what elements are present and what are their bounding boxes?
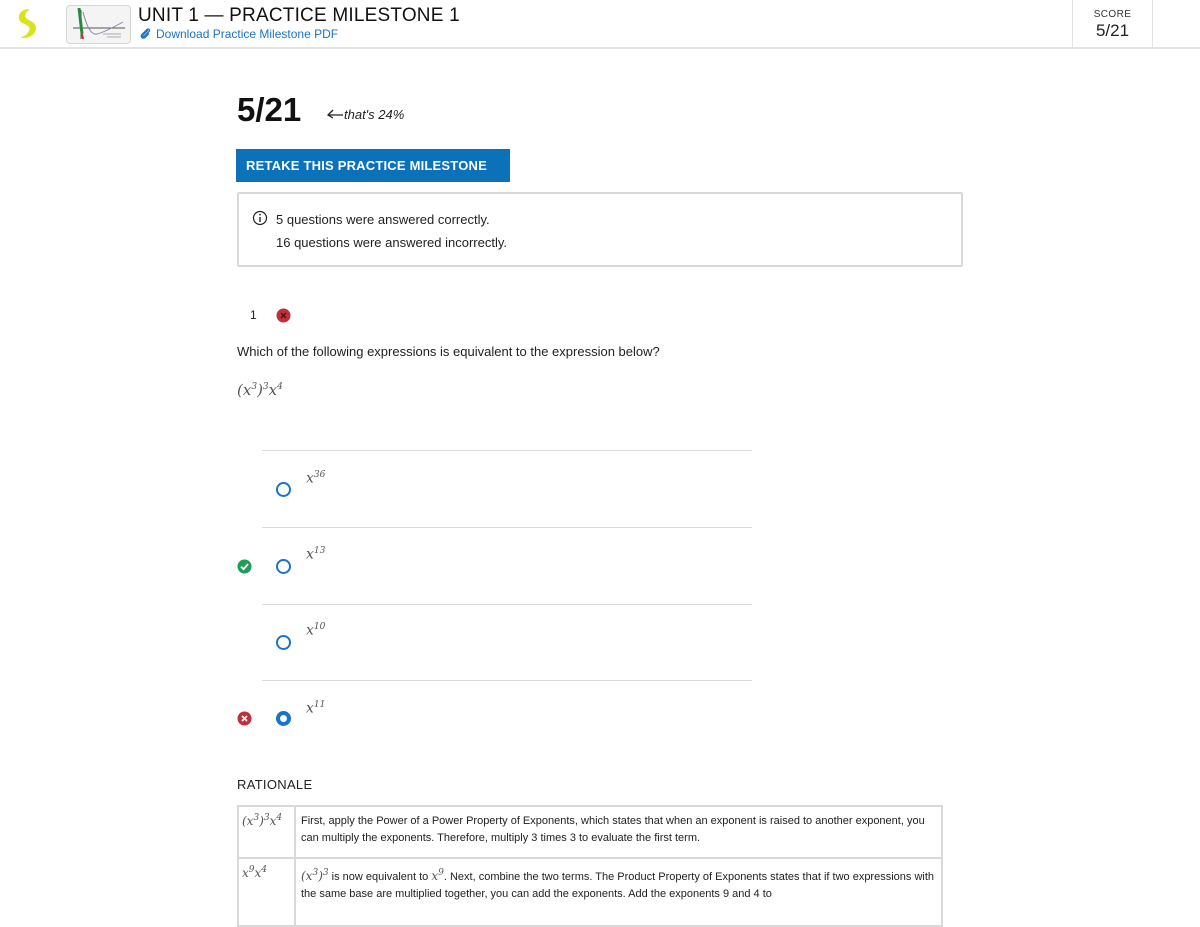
option-radio-4-selected[interactable] [276, 711, 291, 726]
correct-count-text: 5 questions were answered correctly. [276, 212, 490, 227]
big-score: 5/21 [237, 91, 302, 128]
question-text: Which of the following expressions is equivalent to the expression below? [237, 344, 660, 359]
answer-summary-box [237, 192, 963, 267]
percent-note [326, 107, 404, 122]
rationale-row [238, 858, 942, 926]
paperclip-icon [139, 27, 152, 40]
rationale-step-text: $(x^3)^3$ is now equivalent to $x^9$. Next, combine the two terms. The Product Property of Exponents states that if two expressions with the same base are multiplied together, you can add the exponents. Add the exponents 9 and 4 to [295, 858, 942, 926]
option-text-1[interactable]: $x^{36}$ [306, 470, 326, 487]
score-box [1072, 0, 1153, 47]
download-pdf-link[interactable] [139, 27, 338, 41]
score-value: 5/21 [1095, 21, 1130, 40]
retake-button[interactable]: RETAKE THIS PRACTICE MILESTONE [236, 149, 510, 182]
option-radio-2[interactable] [276, 559, 291, 574]
arrow-left-icon [326, 109, 344, 119]
option-radio-3[interactable] [276, 635, 291, 650]
option-text-4[interactable]: $x^{11}$ [306, 700, 326, 717]
option-radio-1[interactable] [276, 482, 291, 497]
rationale-row [238, 806, 942, 858]
option-text-3[interactable]: $x^{10}$ [306, 622, 326, 639]
score-label: SCORE [1093, 9, 1132, 20]
rationale-table [237, 805, 943, 927]
info-icon [252, 210, 268, 226]
wrong-answer-icon [237, 711, 252, 726]
milestone-title: UNIT 1 — PRACTICE MILESTONE 1 [138, 5, 460, 26]
rationale-step-expression: $x^9x^4$ [238, 858, 295, 926]
rationale-step-expression: $(x^3)^3x^4$ [238, 806, 295, 858]
sophia-logo-icon[interactable] [14, 7, 40, 41]
incorrect-count-text: 16 questions were answered incorrectly. [276, 235, 507, 250]
option-divider [262, 450, 752, 451]
option-text-2[interactable]: $x^{13}$ [306, 546, 326, 563]
option-divider [262, 604, 752, 605]
percent-note-text: that's 24% [344, 107, 405, 122]
milestone-thumbnail [66, 5, 131, 44]
option-divider [262, 527, 752, 528]
download-pdf-label[interactable]: Download Practice Milestone PDF [156, 27, 339, 41]
option-divider [262, 680, 752, 681]
incorrect-icon [276, 308, 291, 323]
top-bar [0, 0, 1200, 49]
rationale-step-text: First, apply the Power of a Power Property of Exponents, which states that when an exponent is raised to another exponent, you can multiply the exponents. Therefore, multiply 3 times 3 to evaluate the first term. [295, 806, 942, 858]
question-expression: $(x^3)^3x^4$ [237, 381, 283, 399]
question-number: 1 [250, 308, 257, 322]
rationale-heading: RATIONALE [237, 777, 313, 792]
correct-answer-icon [237, 559, 252, 574]
